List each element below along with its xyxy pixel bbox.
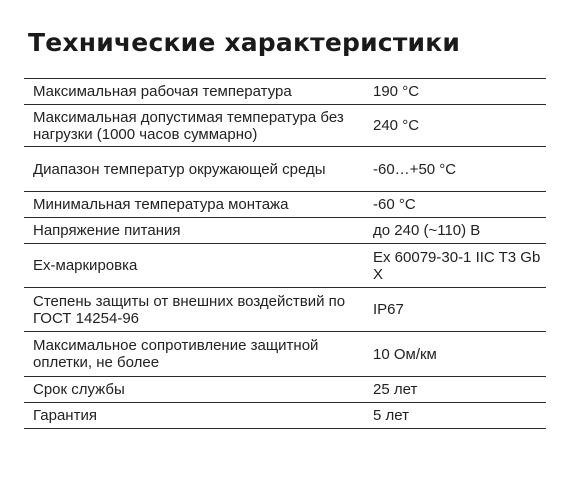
table-row <box>24 332 546 377</box>
param-name: Срок службы <box>24 377 361 403</box>
param-name: Диапазон температур окружающей среды <box>24 147 361 192</box>
param-value: -60 °C <box>361 192 546 218</box>
table-row <box>24 244 546 288</box>
param-name: Максимальное сопротивление защитной оплетки, не более <box>24 332 361 377</box>
table-row <box>24 192 546 218</box>
param-name: Напряжение питания <box>24 218 361 244</box>
param-name: Максимальная допустимая температура без нагрузки (1000 часов суммарно) <box>24 105 361 147</box>
param-value: 190 °C <box>361 79 546 105</box>
table-row <box>24 403 546 429</box>
param-value: IP67 <box>361 288 546 332</box>
param-value: Ex 60079-30-1 IIC T3 Gb X <box>361 244 546 288</box>
param-name: Минимальная температура монтажа <box>24 192 361 218</box>
param-name: Гарантия <box>24 403 361 429</box>
specs-table <box>24 78 546 429</box>
param-value: 25 лет <box>361 377 546 403</box>
table-row <box>24 288 546 332</box>
table-row <box>24 147 546 192</box>
param-value: -60…+50 °C <box>361 147 546 192</box>
table-row <box>24 105 546 147</box>
param-name: Максимальная рабочая температура <box>24 79 361 105</box>
param-value: 10 Ом/км <box>361 332 546 377</box>
param-value: 5 лет <box>361 403 546 429</box>
page-title: Технические характеристики <box>28 28 461 57</box>
param-value: до 240 (~110) В <box>361 218 546 244</box>
table-row <box>24 79 546 105</box>
table-row <box>24 218 546 244</box>
param-value: 240 °C <box>361 105 546 147</box>
table-row <box>24 377 546 403</box>
param-name: Ex-маркировка <box>24 244 361 288</box>
param-name: Степень защиты от внешних воздействий по ГОСТ 14254-96 <box>24 288 361 332</box>
